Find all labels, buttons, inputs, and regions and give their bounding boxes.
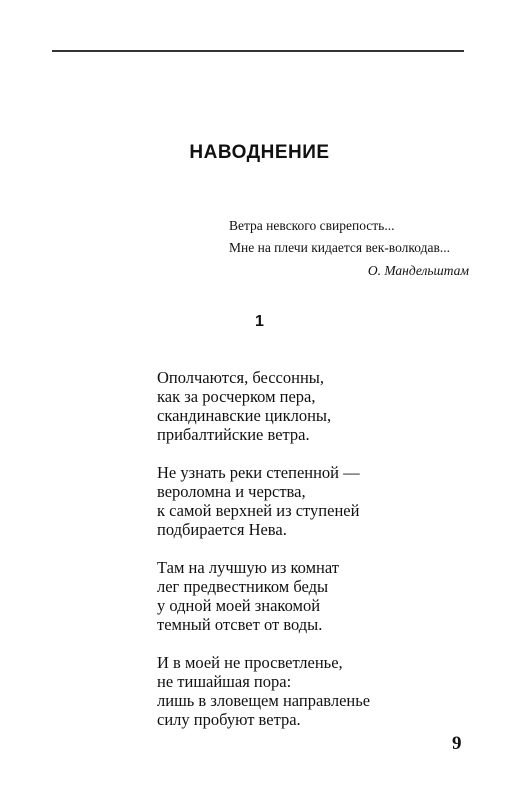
epigraph-line: Ветра невского свирепость... [229, 218, 395, 233]
poem-title: НАВОДНЕНИЕ [189, 142, 330, 163]
verse-line: Ополчаются, бессонны, [157, 368, 324, 387]
top-rule [52, 50, 464, 52]
verse-line: как за росчерком пера, [157, 387, 316, 406]
section-number: 1 [255, 313, 264, 330]
verse-line: у одной моей знакомой [157, 596, 321, 615]
verse-line: вероломна и черства, [157, 482, 306, 501]
verse-line: к самой верхней из ступеней [157, 501, 360, 520]
poem-body [157, 368, 457, 748]
verse-line: Не узнать реки степенной — [157, 463, 360, 482]
stanza [157, 653, 457, 729]
verse-line: лишь в зловещем направленье [157, 691, 371, 710]
epigraph [229, 215, 469, 282]
page-number: 9 [452, 733, 462, 754]
verse-line: скандинавские циклоны, [157, 406, 332, 425]
stanza [157, 368, 457, 444]
verse-line: лег предвестником беды [157, 577, 329, 596]
epigraph-author: О. Мандельштам [367, 263, 469, 278]
verse-line: подбирается Нева. [157, 520, 287, 539]
verse-line: И в моей не просветленье, [157, 653, 343, 672]
verse-line: прибалтийские ветра. [157, 425, 310, 444]
stanza [157, 558, 457, 634]
verse-line: Там на лучшую из комнат [157, 558, 339, 577]
stanza [157, 463, 457, 539]
verse-line: темный отсвет от воды. [157, 615, 323, 634]
epigraph-line: Мне на плечи кидается век-волкодав... [229, 240, 450, 255]
verse-line: силу пробуют ветра. [157, 710, 301, 729]
verse-line: не тишайшая пора: [157, 672, 292, 691]
